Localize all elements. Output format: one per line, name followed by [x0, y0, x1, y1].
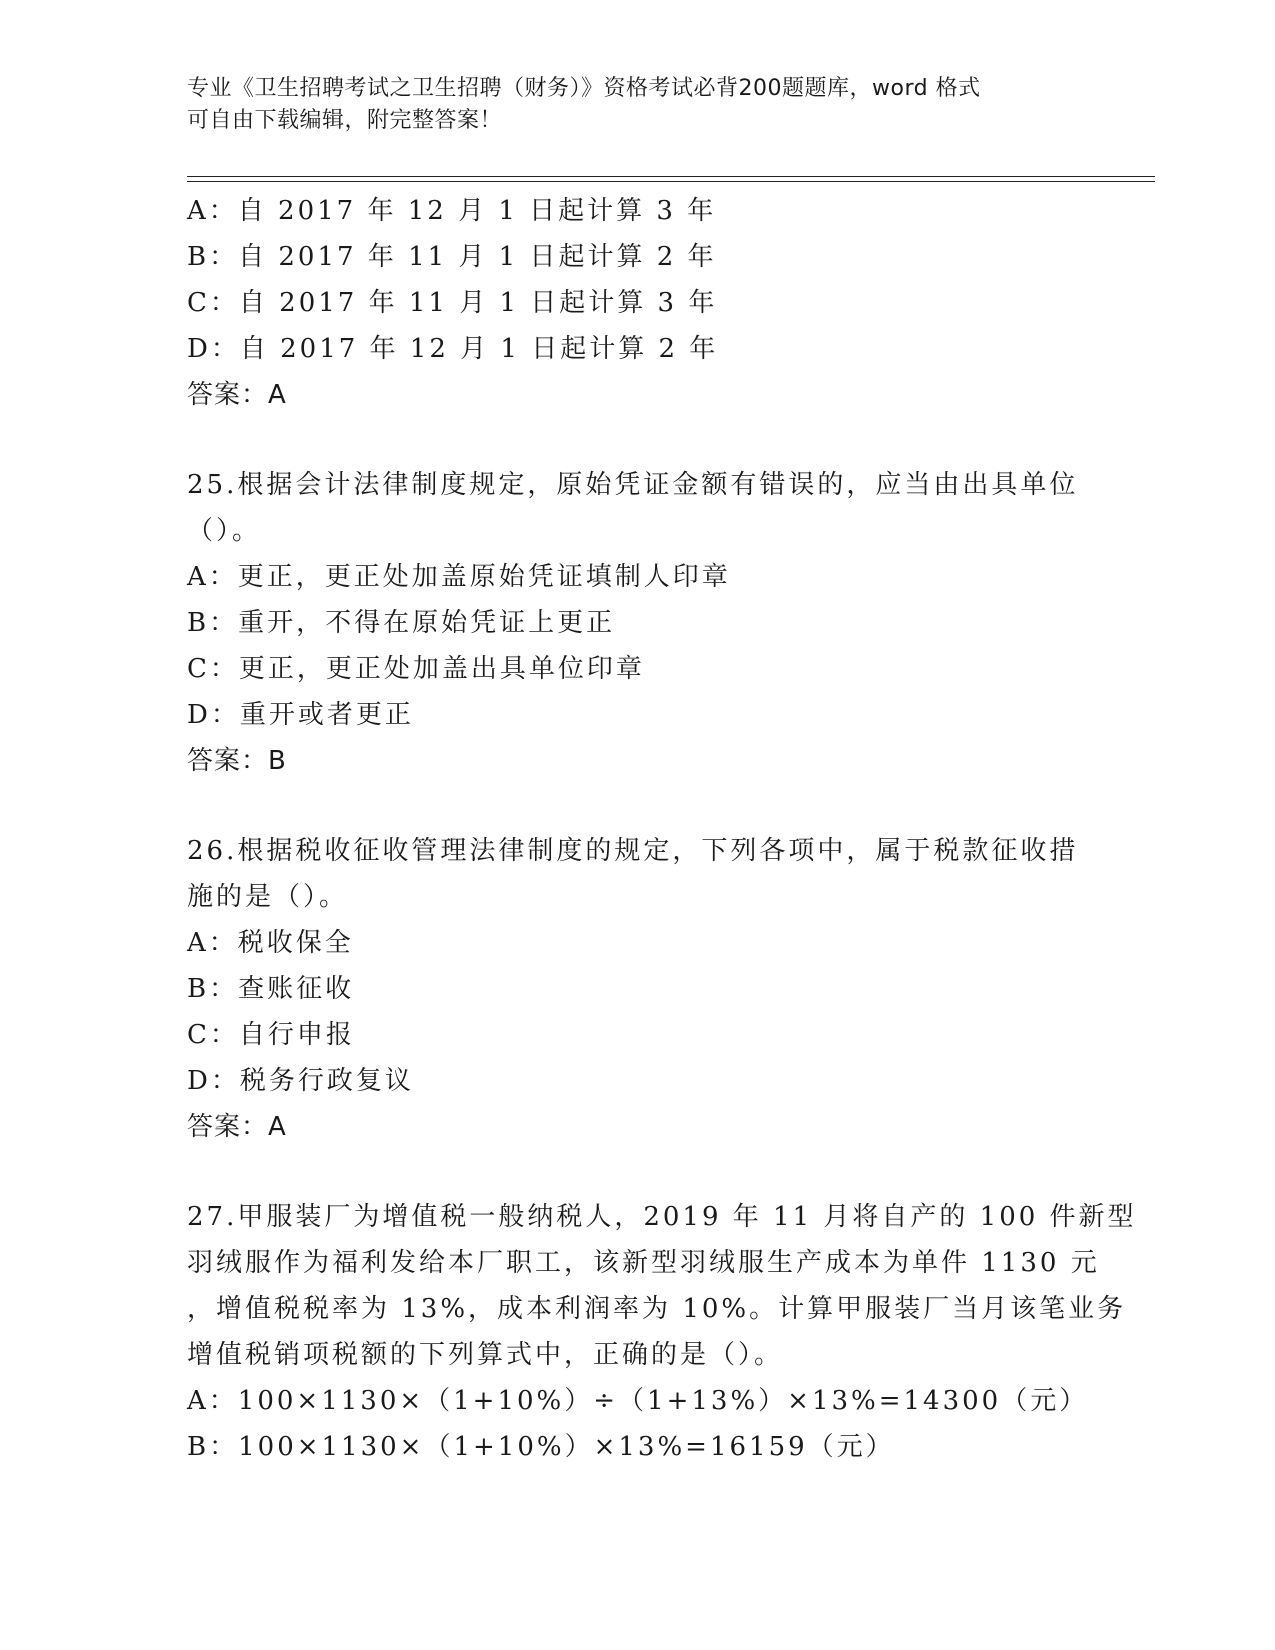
option-b: B：查账征收 [187, 974, 355, 1004]
option-b: B：自 2017 年 11 月 1 日起计算 2 年 [187, 242, 717, 272]
option-a: A：税收保全 [187, 928, 354, 958]
option-d: D：税务行政复议 [187, 1066, 414, 1096]
header-title-line-2: 可自由下载编辑，附完整答案！ [187, 108, 503, 133]
option-d: D：自 2017 年 12 月 1 日起计算 2 年 [187, 334, 719, 364]
stem-line: 26.根据税收征收管理法律制度的规定，下列各项中，属于税款征收措 [187, 836, 1079, 866]
answer: 答案：B [187, 746, 287, 776]
question-25 [187, 462, 1077, 784]
option-c: C：自 2017 年 11 月 1 日起计算 3 年 [187, 288, 718, 318]
stem-line: 27.甲服装厂为增值税一般纳税人，2019 年 11 月将自产的 100 件新型 [187, 1202, 1137, 1232]
question-stem [187, 1194, 1137, 1378]
stem-line: 增值税销项税额的下列算式中，正确的是（）。 [187, 1340, 784, 1370]
stem-line: 羽绒服作为福利发给本厂职工，该新型羽绒服生产成本为单件 1130 元 [187, 1248, 1100, 1278]
option-a: A：更正，更正处加盖原始凭证填制人印章 [187, 562, 731, 592]
option-b: B：重开，不得在原始凭证上更正 [187, 608, 616, 638]
spacer [187, 784, 1077, 828]
answer: 答案：A [187, 1112, 287, 1142]
answer: 答案：A [187, 380, 287, 410]
header-title-line-1: 专业《卫生招聘考试之卫生招聘（财务）》资格考试必背200题题库，word 格式 [187, 76, 981, 101]
stem-line: （）。 [187, 516, 262, 546]
spacer [187, 418, 1077, 462]
question-26 [187, 828, 1077, 1150]
stem-line: 25.根据会计法律制度规定，原始凭证金额有错误的，应当由出具单位 [187, 470, 1079, 500]
header-divider [187, 176, 1155, 182]
document-header [187, 73, 1067, 137]
option-a: A：100×1130×（1+10%）÷（1+13%）×13%=14300（元） [187, 1386, 1089, 1416]
stem-line: 施的是（）。 [187, 882, 349, 912]
question-27 [187, 1194, 1137, 1470]
option-c: C：自行申报 [187, 1020, 355, 1050]
question-stem [187, 462, 1077, 554]
question-list [187, 188, 1137, 1470]
question-stem [187, 828, 1077, 920]
option-c: C：更正，更正处加盖出具单位印章 [187, 654, 645, 684]
stem-line: ，增值税税率为 13%，成本利润率为 10%。计算甲服装厂当月该笔业务 [187, 1294, 1127, 1324]
spacer [187, 1150, 1077, 1194]
option-b: B：100×1130×（1+10%）×13%=16159（元） [187, 1432, 895, 1462]
question-24 [187, 188, 1077, 418]
option-a: A：自 2017 年 12 月 1 日起计算 3 年 [187, 196, 717, 226]
option-d: D：重开或者更正 [187, 700, 414, 730]
